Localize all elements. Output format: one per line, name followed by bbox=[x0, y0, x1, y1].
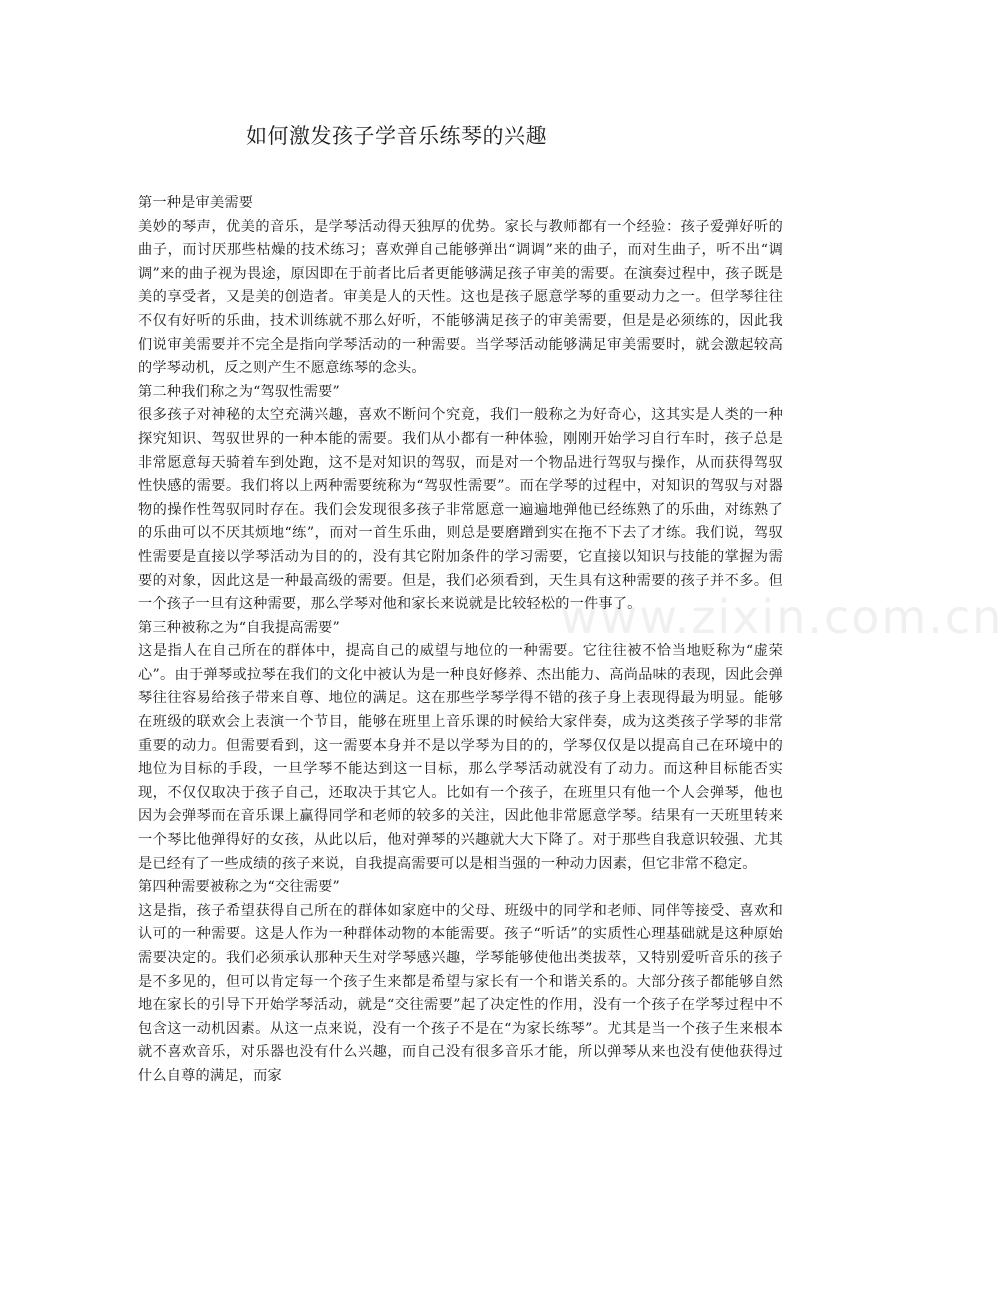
section-heading-2: 第二种我们称之为“驾驭性需要” bbox=[138, 383, 340, 400]
section-paragraph-2: 很多孩子对神秘的太空充满兴趣，喜欢不断问个究竟，我们一般称之为好奇心，这其实是人类的一种探究知识、驾驭世界的一种本能的需要。我们从小都有一种体验，刚刚开始学习自行车时，孩子总是非常愿意每天骑着车到处跑，这不是对知识的驾驭，而是对一个物品进行驾驭与操作，从而获得驾驭性快感的需要。我们将以上两种需要统称为“驾驭性需要”。而在学琴的过程中，对知识的驾驭与对器物的操作性驾驭同时存在。我们会发现很多孩子非常愿意一遍遍地弹他已经练熟了的乐曲，对练熟了的乐曲可以不厌其烦地“练”，而对一首生乐曲，则总是要磨蹭到实在拖不下去了才练。我们说，驾驭性需要是直接以学琴活动为目的的，没有其它附加条件的学习需要，它直接以知识与技能的掌握为需要的对象，因此这是一种最高级的需要。但是，我们必须看到，天生具有这种需要的孩子并不多。但一个孩子一旦有这种需要，那么学琴对他和家长来说就是比较轻松的一件事了。 bbox=[138, 407, 783, 613]
section-heading-1: 第一种是审美需要 bbox=[138, 195, 254, 211]
section-heading-3: 第三种被称之为“自我提高需要” bbox=[138, 619, 340, 636]
section-paragraph-3: 这是指人在自己所在的群体中，提高自己的威望与地位的一种需要。它往往被不恰当地贬称为“虚荣心”。由于弹琴或拉琴在我们的文化中被认为是一种良好修养、杰出能力、高尚品味的表现，因此会弹琴往往容易给孩子带来自尊、地位的满足。这在那些学琴学得不错的孩子身上表现得最为明显。能够在班级的联欢会上表演一个节目，能够在班里上音乐课的时候给大家伴奏，成为这类孩子学琴的非常重要的动力。但需要看到，这一需要本身并不是以学琴为目的的，学琴仅仅是以提高自己在环境中的地位为目标的手段，一旦学琴不能达到这一目标，那么学琴活动就没有了动力。而这种目标能否实现，不仅仅取决于孩子自己，还取决于其它人。比如有一个孩子，在班里只有他一个人会弹琴，他也因为会弹琴而在音乐课上赢得同学和老师的较多的关注，因此他非常愿意学琴。结果有一天班里转来一个琴比他弹得好的女孩，从此以后，他对弹琴的兴趣就大大下降了。对于那些自我意识较强、尤其是已经有了一些成绩的孩子来说，自我提高需要可以是相当强的一种动力因素，但它非常不稳定。 bbox=[138, 643, 783, 872]
section-heading-4: 第四种需要被称之为“交往需要” bbox=[138, 879, 340, 896]
document-page bbox=[138, 0, 783, 1089]
section-paragraph-1: 美妙的琴声，优美的音乐，是学琴活动得天独厚的优势。家长与教师都有一个经验：孩子爱弹好听的曲子，而讨厌那些枯燥的技术练习；喜欢弹自己能够弹出“调调”来的曲子，而对生曲子，听不出“调调”来的曲子视为畏途，原因即在于前者比后者更能够满足孩子审美的需要。在演奏过程中，孩子既是美的享受者，又是美的创造者。审美是人的天性。这也是孩子愿意学琴的重要动力之一。但学琴往往不仅有好听的乐曲，技术训练就不那么好听，不能够满足孩子的审美需要，但是是必须练的，因此我们说审美需要并不完全是指向学琴活动的一种需要。当学琴活动能够满足审美需要时，就会激起较高的学琴动机，反之则产生不愿意练琴的念头。 bbox=[138, 218, 783, 377]
document-title: 如何激发孩子学音乐练琴的兴趣 bbox=[246, 124, 547, 148]
watermark: www.zixin.com.cn bbox=[560, 590, 1003, 644]
document-body bbox=[138, 192, 783, 1089]
section-paragraph-4: 这是指，孩子希望获得自己所在的群体如家庭中的父母、班级中的同学和老师、同伴等接受、喜欢和认可的一种需要。这是人作为一种群体动物的本能需要。孩子“听话”的实质性心理基础就是这种原始需要决定的。我们必须承认那种天生对学琴感兴趣，学琴能够使他出类拔萃，又特别爱听音乐的孩子是不多见的，但可以肯定每一个孩子生来都是希望与家长有一个和谐关系的。大部分孩子都能够自然地在家长的引导下开始学琴活动，就是“交往需要”起了决定性的作用，没有一个孩子在学琴过程中不包含这一动机因素。从这一点来说，没有一个孩子不是在“为家长练琴”。尤其是当一个孩子生来根本就不喜欢音乐，对乐器也没有什么兴趣，而自己没有很多音乐才能，所以弹琴从来也没有使他获得过什么自尊的满足，而家 bbox=[138, 902, 783, 1084]
